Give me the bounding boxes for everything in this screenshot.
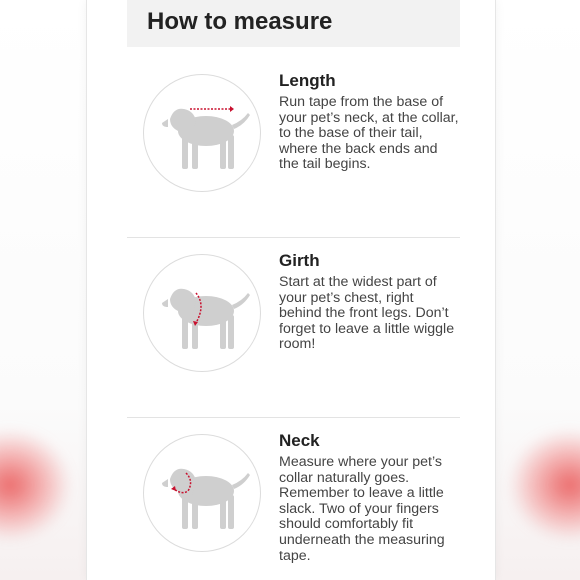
section-title: Length [279,71,336,90]
measure-panel [86,0,496,580]
dog-length-icon [143,74,261,192]
section-title: Neck [279,431,320,450]
header-bar [127,0,460,47]
right-red-glow [510,430,580,540]
section-girth [127,238,460,418]
section-description: Start at the widest part of your pet’s chest, right behind the front legs. Don’t forget to leave a little wiggle room! [279,274,455,353]
section-description: Measure where your pet’s collar naturally goes. Remember to leave a little slack. Two of your fingers should comfortably fit underneath the measuring tape. [279,454,445,564]
page-title: How to measure [147,8,333,35]
left-red-glow [0,430,70,540]
dog-girth-icon [143,254,261,372]
section-neck [127,418,460,580]
section-title: Girth [279,251,320,270]
section-length [127,58,460,238]
dog-neck-icon [143,434,261,552]
section-description: Run tape from the base of your pet’s neck, at the collar, to the base of their tail, where the back ends and the tail begins. [279,94,459,173]
